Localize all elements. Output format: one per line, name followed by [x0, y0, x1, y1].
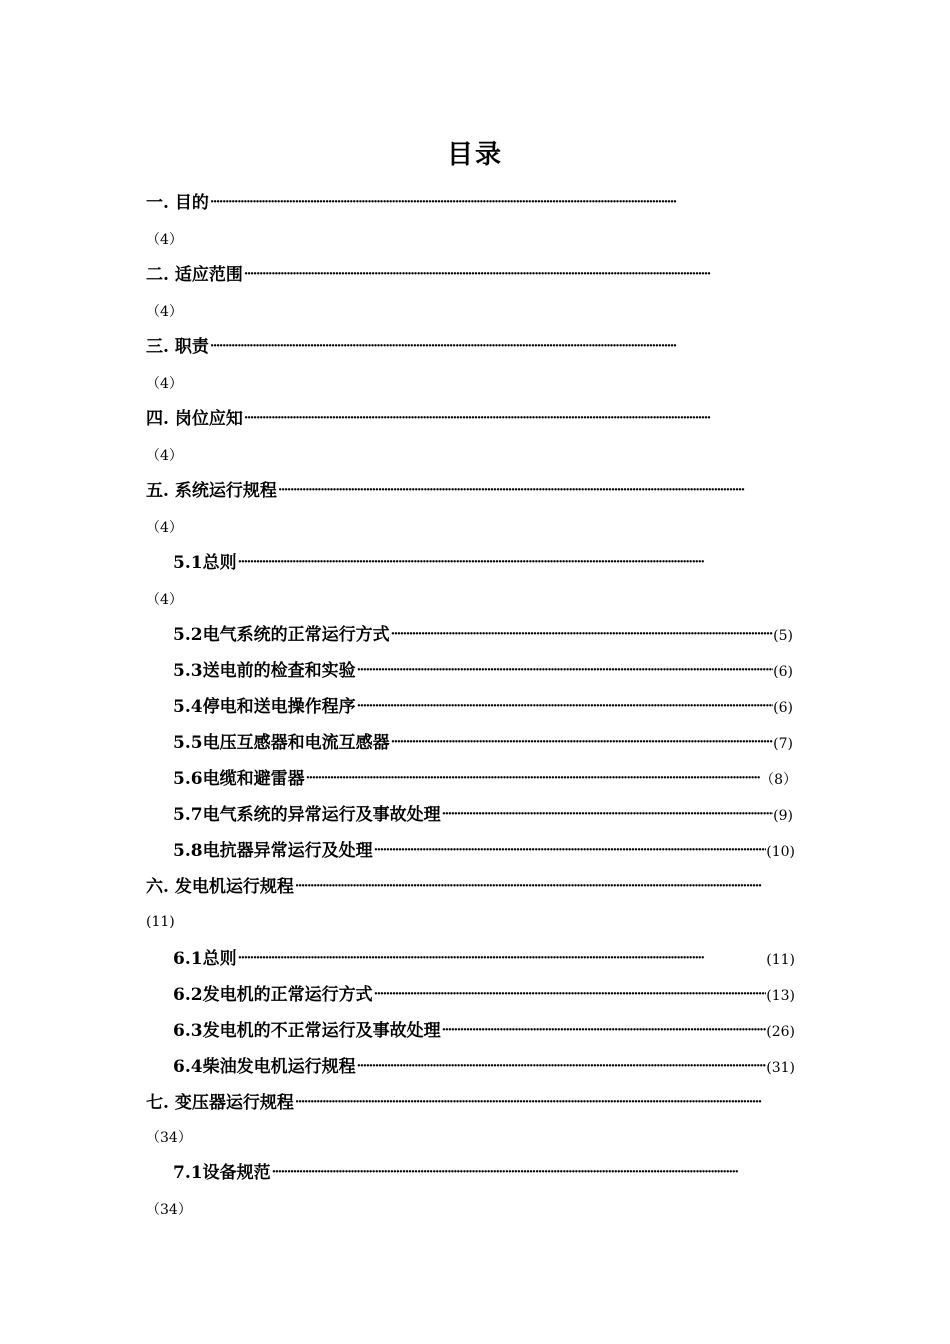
toc-page-number: (7): [773, 736, 793, 752]
toc-page-number: (6): [773, 700, 793, 716]
dot-leader: [391, 626, 774, 646]
toc-entry-label: 6.2发电机的正常运行方式: [173, 985, 373, 1005]
toc-page-number: (11): [766, 952, 795, 968]
toc-entry[interactable]: [146, 406, 776, 430]
toc-page-number: (5): [773, 628, 793, 644]
dot-leader: [238, 950, 767, 970]
toc-entry[interactable]: [173, 1018, 795, 1042]
toc-entry[interactable]: [173, 838, 795, 862]
toc-entry[interactable]: [173, 1054, 795, 1078]
toc-entry[interactable]: [173, 658, 793, 682]
toc-entry-label: 七. 变压器运行规程: [146, 1093, 294, 1113]
toc-entry-label: 5.7电气系统的异常运行及事故处理: [173, 805, 441, 825]
dot-leader: [442, 806, 774, 826]
toc-entry[interactable]: [173, 946, 795, 970]
toc-entry[interactable]: [146, 190, 776, 214]
dot-leader: [374, 842, 767, 862]
toc-entry[interactable]: [146, 262, 776, 286]
toc-entry[interactable]: [146, 1090, 776, 1114]
toc-entry-label: 三. 职责: [146, 337, 209, 357]
dot-leader: [295, 878, 776, 898]
dot-leader: [272, 1164, 761, 1184]
toc-page-number: （34）: [146, 1130, 192, 1146]
toc-page-number: (6): [773, 664, 793, 680]
toc-page-number: （8）: [760, 772, 797, 788]
toc-entry[interactable]: [173, 730, 793, 754]
toc-page-number: (26): [766, 1024, 795, 1040]
toc-page-number: （4）: [146, 520, 183, 536]
dot-leader: [374, 986, 767, 1006]
dot-leader: [306, 770, 761, 790]
toc-entry[interactable]: [173, 1160, 761, 1184]
toc-entry-label: 7.1设备规范: [173, 1163, 271, 1183]
toc-entry-label: 二. 适应范围: [146, 265, 243, 285]
toc-entry-label: 6.1总则: [173, 949, 237, 969]
toc-entry-label: 四. 岗位应知: [146, 409, 243, 429]
dot-leader: [238, 554, 780, 574]
toc-entry-label: 六. 发电机运行规程: [146, 877, 294, 897]
toc-entry-label: 5.8电抗器异常运行及处理: [173, 841, 373, 861]
toc-page-number: (13): [766, 988, 795, 1004]
toc-entry-label: 5.6电缆和避雷器: [173, 769, 305, 789]
toc-page-number: （34）: [146, 1202, 192, 1218]
toc-entry-label: 五. 系统运行规程: [146, 481, 277, 501]
dot-leader: [391, 734, 774, 754]
toc-entry-label: 5.1总则: [173, 553, 237, 573]
toc-page-number: (10): [766, 844, 795, 860]
toc-entry[interactable]: [173, 622, 793, 646]
dot-leader: [357, 662, 774, 682]
toc-entry-label: 6.4柴油发电机运行规程: [173, 1057, 356, 1077]
toc-page-number: (11): [146, 914, 175, 930]
toc-entry-label: 6.3发电机的不正常运行及事故处理: [173, 1021, 441, 1041]
toc-entry-label: 5.4停电和送电操作程序: [173, 697, 356, 717]
toc-entry-label: 一. 目的: [146, 193, 209, 213]
toc-page-number: （4）: [146, 232, 183, 248]
dot-leader: [244, 410, 776, 430]
toc-page-number: （4）: [146, 592, 183, 608]
page-title: 目录: [446, 140, 503, 170]
dot-leader: [357, 698, 774, 718]
toc-entry[interactable]: [146, 874, 776, 898]
toc-entry[interactable]: [146, 478, 776, 502]
toc-entry-label: 5.2电气系统的正常运行方式: [173, 625, 390, 645]
toc-entry[interactable]: [173, 694, 793, 718]
dot-leader: [210, 338, 776, 358]
toc-entry[interactable]: [146, 334, 776, 358]
toc-page-number: (9): [773, 808, 793, 824]
toc-entry[interactable]: [173, 802, 793, 826]
toc-page-number: （4）: [146, 304, 183, 320]
toc-page-number: (31): [766, 1060, 795, 1076]
dot-leader: [210, 194, 776, 214]
toc-entry[interactable]: [173, 766, 797, 790]
dot-leader: [244, 266, 776, 286]
dot-leader: [278, 482, 776, 502]
toc-entry-label: 5.3送电前的检查和实验: [173, 661, 356, 681]
dot-leader: [295, 1094, 776, 1114]
dot-leader: [442, 1022, 767, 1042]
toc-page-number: （4）: [146, 448, 183, 464]
toc-entry-label: 5.5电压互感器和电流互感器: [173, 733, 390, 753]
dot-leader: [357, 1058, 767, 1078]
toc-entry[interactable]: [173, 550, 780, 574]
toc-entry[interactable]: [173, 982, 795, 1006]
toc-page-number: （4）: [146, 376, 183, 392]
